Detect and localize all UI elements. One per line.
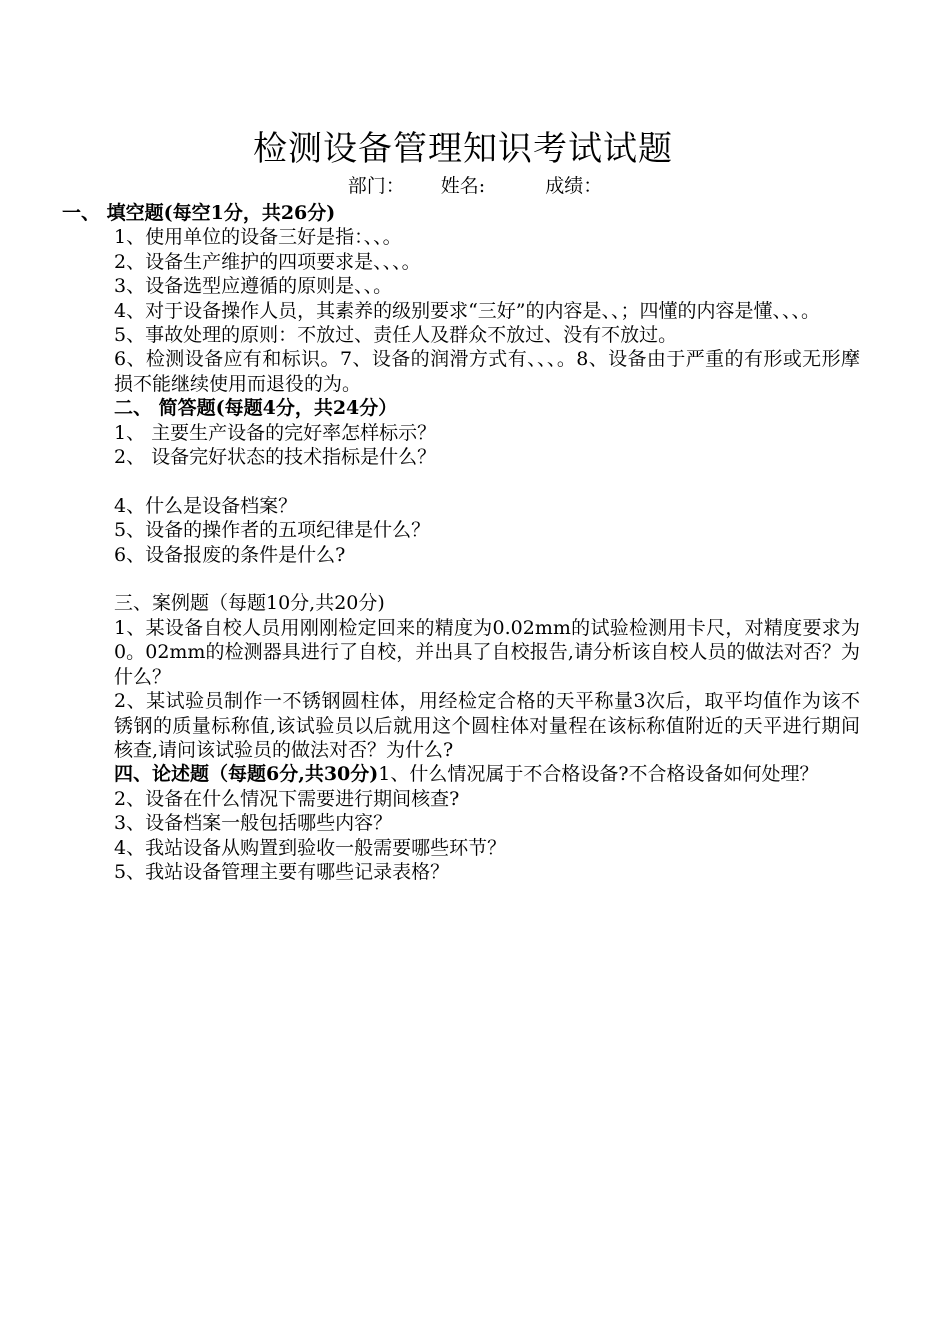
question-1-4: 4、对于设备操作人员，其素养的级别要求“三好”的内容是、、；四懂的内容是懂、、、。 (114, 299, 821, 322)
blank-line (114, 567, 860, 591)
question-1-5: 5、事故处理的原则：不放过、责任人及群众不放过、没有不放过。 (114, 324, 678, 347)
question-2-1: 1、 主要生产设备的完好率怎样标示？ (114, 421, 437, 444)
blank-line (114, 469, 860, 493)
question-1-2: 2、设备生产维护的四项要求是、、、。 (114, 250, 421, 273)
section-3-heading: 三、案例题（每题10分,共20分) (114, 592, 385, 615)
name-label: 姓名: (440, 175, 486, 197)
question-3-1: 1、某设备自校人员用刚刚检定回来的精度为0.02mm的试验检测用卡尺，对精度要求为0。02mm的检测器具进行了自校，并出具了自校报告,请分析该自校人员的做法对否？为什么？ (114, 616, 860, 688)
question-4-5: 5、我站设备管理主要有哪些记录表格？ (114, 860, 450, 883)
question-1-3: 3、设备选型应遵循的原则是、、。 (114, 275, 393, 298)
section-4-block (114, 762, 860, 786)
question-4-1: 1、什么情况属于不合格设备?不合格设备如何处理？ (378, 763, 819, 786)
score-label: 成绩： (545, 175, 603, 197)
question-4-2: 2、设备在什么情况下需要进行期间核查? (114, 787, 460, 810)
section-1-heading: 一、 填空题(每空1分，共26分) (62, 202, 336, 224)
exam-content (62, 201, 860, 884)
question-4-4: 4、我站设备从购置到验收一般需要哪些环节？ (114, 836, 507, 859)
question-2-6: 6、设备报废的条件是什么? (114, 543, 346, 566)
page-title: 检测设备管理知识考试试题 (253, 129, 673, 169)
question-2-2: 2、 设备完好状态的技术指标是什么？ (114, 446, 437, 469)
question-2-4: 4、什么是设备档案？ (114, 494, 298, 517)
section-4-heading: 四、论述题（每题6分,共30分) (114, 763, 379, 786)
question-1-1: 1、使用单位的设备三好是指：、、。 (114, 226, 402, 249)
question-4-3: 3、设备档案一般包括哪些内容？ (114, 812, 393, 835)
department-label: 部门： (347, 175, 405, 197)
question-1-6: 6、检测设备应有和标识。7、设备的润滑方式有、、、。8、设备由于严重的有形或无形摩损不能继续使用而退役的为。 (114, 348, 860, 395)
section-2-heading: 二、 简答题(每题4分，共24分） (114, 397, 398, 420)
question-3-2: 2、某试验员制作一不锈钢圆柱体，用经检定合格的天平称量3次后，取平均值作为该不锈钢的质量标称值,该试验员以后就用这个圆柱体对量程在该标称值附近的天平进行期间核查,请问该试验员的做法对否？为什么? (114, 690, 860, 761)
header-fields (0, 173, 950, 199)
question-2-5: 5、设备的操作者的五项纪律是什么？ (114, 519, 431, 542)
